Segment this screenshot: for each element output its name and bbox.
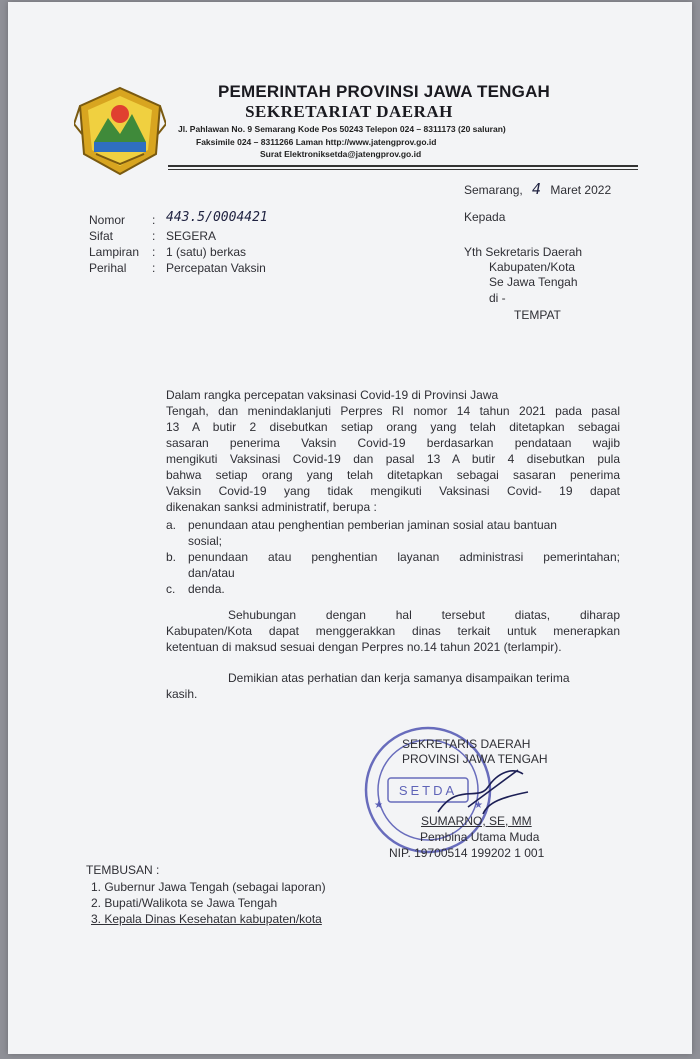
list-item-c-line1: denda. — [188, 582, 225, 596]
signature-nip: NIP. 19700514 199202 1 001 — [389, 846, 545, 860]
body-p1-line-4: mengikuti Vaksinasi Covid-19 dan pasal 13 A butir 4 disebutkan pula — [166, 452, 620, 466]
recipient-line2: Kabupaten/Kota — [489, 260, 576, 274]
handwritten-signature — [428, 762, 538, 822]
tembusan-item-2: 2. Bupati/Walikota se Jawa Tengah — [91, 896, 278, 910]
letterhead-email: Surat Elektroniksetda@jatengprov.go.id — [260, 149, 422, 159]
body-p1-line-0: Dalam rangka percepatan vaksinasi Covid-19 di Provinsi Jawa — [166, 388, 499, 402]
body-p2-line-0: Sehubungan dengan hal tersebut diatas, diharap — [228, 608, 620, 622]
body-p1-line-3: sasaran penerima Vaksin Covid-19 berdasarkan pendataan wajib — [166, 436, 620, 450]
list-item-b-line1: penundaan atau penghentian layanan administrasi pemerintahan; — [188, 550, 620, 564]
body-p3-line-1: kasih. — [166, 687, 198, 701]
sifat-colon: : — [152, 229, 156, 243]
list-item-a-line2: sosial; — [188, 534, 223, 548]
body-p2-line-2: ketentuan di maksud sesuai dengan Perpres no.14 tahun 2021 (terlampir). — [166, 640, 562, 654]
sifat-label: Sifat — [89, 229, 114, 243]
recipient-line5: TEMPAT — [514, 308, 561, 322]
date-month-year: Maret 2022 — [550, 183, 612, 197]
body-p2-line-1: Kabupaten/Kota dapat menggerakkan dinas terkait untuk menerapkan — [166, 624, 620, 638]
letterhead-address: Jl. Pahlawan No. 9 Semarang Kode Pos 50243 Telepon 024 – 8311173 (20 saluran) — [178, 124, 506, 134]
list-item-a-line1: penundaan atau penghentian pemberian jaminan sosial atau bantuan — [188, 518, 557, 532]
recipient-line4: di - — [489, 291, 506, 305]
body-p1-line-5: bahwa setiap orang yang telah ditetapkan sebagai sasaran penerima — [166, 468, 620, 482]
nomor-label: Nomor — [89, 213, 126, 227]
body-p1-line-7: dikenakan sanksi administratif, berupa : — [166, 500, 377, 514]
perihal-value: Percepatan Vaksin — [166, 261, 266, 275]
letterhead-rule-thick — [168, 165, 638, 167]
lampiran-colon: : — [152, 245, 156, 259]
signature-rank: Pembina Utama Muda — [420, 830, 540, 844]
nomor-value: 443.5/0004421 — [166, 210, 268, 225]
signature-name: SUMARNO, SE, MM — [421, 814, 532, 828]
svg-text:★: ★ — [474, 800, 483, 811]
signature-title1: SEKRETARIS DAERAH — [402, 737, 531, 751]
body-p1-line-6: Vaksin Covid-19 yang tidak mengikuti Vaksinasi Covid- 19 dapat — [166, 484, 620, 498]
date-day: 4 — [532, 180, 542, 198]
body-p1-line-1: Tengah, dan menindaklanjuti Perpres RI nomor 14 tahun 2021 pada pasal — [166, 404, 620, 418]
signature-title2: PROVINSI JAWA TENGAH — [402, 752, 548, 766]
recipient-line3: Se Jawa Tengah — [489, 275, 578, 289]
nomor-colon: : — [152, 213, 156, 227]
body-p3-line-0: Demikian atas perhatian dan kerja samanya disampaikan terima — [228, 671, 570, 685]
perihal-label: Perihal — [89, 261, 127, 275]
tembusan-item-1: 1. Gubernur Jawa Tengah (sebagai laporan) — [91, 880, 326, 894]
body-p1-line-2: 13 A butir 2 disebutkan setiap orang yang telah ditetapkan sebagai — [166, 420, 620, 434]
date-place: Semarang, — [464, 183, 523, 197]
province-crest-logo — [74, 84, 166, 178]
letterhead-office: SEKRETARIAT DAERAH — [245, 102, 453, 121]
perihal-colon: : — [152, 261, 156, 275]
list-item-a-marker: a. — [166, 518, 177, 532]
list-item-b-line2: dan/atau — [188, 566, 235, 580]
svg-text:SETDA: SETDA — [398, 783, 458, 798]
svg-text:★: ★ — [374, 800, 383, 811]
sifat-value: SEGERA — [166, 229, 217, 243]
letter-sheet — [8, 2, 692, 1054]
date-line — [464, 180, 611, 198]
tembusan-label: TEMBUSAN : — [86, 863, 160, 877]
letterhead-government: PEMERINTAH PROVINSI JAWA TENGAH — [217, 82, 551, 101]
letterhead-rule-thin — [168, 169, 638, 170]
lampiran-value: 1 (satu) berkas — [166, 245, 247, 259]
recipient-yth: Yth Sekretaris Daerah — [464, 245, 583, 259]
recipient-kepada: Kepada — [464, 210, 506, 224]
list-item-b-marker: b. — [166, 550, 177, 564]
list-item-c-marker: c. — [166, 582, 176, 596]
letterhead-fax: Faksimile 024 – 8311266 Laman http://www.jatengprov.go.id — [196, 137, 437, 147]
lampiran-label: Lampiran — [89, 245, 140, 259]
tembusan-item-3: 3. Kepala Dinas Kesehatan kabupaten/kota — [91, 912, 322, 926]
